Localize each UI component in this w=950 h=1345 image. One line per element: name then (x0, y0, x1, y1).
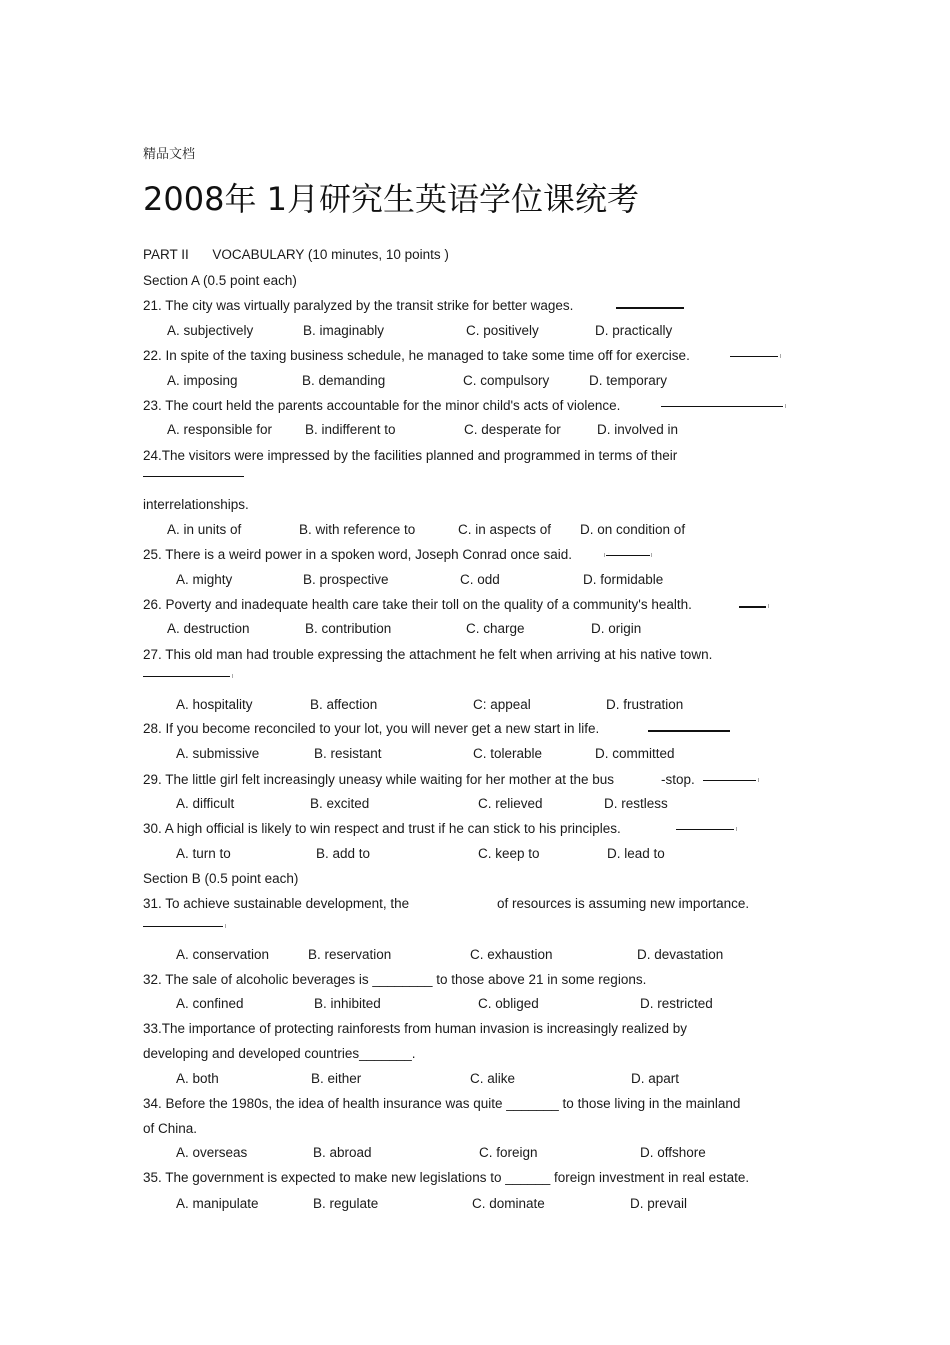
option-31-d: D. devastation (637, 947, 724, 962)
option-33-d: D. apart (631, 1071, 680, 1086)
blank-tick-31 (225, 924, 226, 928)
option-33-c: C. alike (470, 1071, 516, 1086)
question-23: 23. The court held the parents accountable for the minor child's acts of violence. (143, 398, 621, 413)
option-22-a: A. imposing (167, 373, 238, 388)
question-34: 34. Before the 1980s, the idea of health insurance was quite _______ to those living in the mainland (143, 1096, 741, 1111)
option-34-d: D. offshore (640, 1145, 706, 1160)
option-29-d: D. restless (604, 796, 668, 811)
option-32-a: A. confined (176, 996, 244, 1011)
answer-blank-27 (143, 676, 230, 677)
part-label: PART II (143, 247, 189, 262)
blank-tick-25-right (651, 553, 652, 557)
option-23-b: B. indifferent to (305, 422, 396, 437)
option-26-a: A. destruction (167, 621, 250, 636)
option-35-a: A. manipulate (176, 1196, 259, 1211)
option-34-c: C. foreign (479, 1145, 538, 1160)
option-28-b: B. resistant (314, 746, 382, 761)
question-31: 31. To achieve sustainable development, the (143, 896, 410, 911)
option-30-d: D. lead to (607, 846, 665, 861)
option-24-c: C. in aspects of (458, 522, 552, 537)
option-29-b: B. excited (310, 796, 370, 811)
option-21-a: A. subjectively (167, 323, 254, 338)
option-25-c: C. odd (460, 572, 500, 587)
option-33-a: A. both (176, 1071, 219, 1086)
answer-blank-23 (661, 406, 783, 407)
question-24: 24.The visitors were impressed by the facilities planned and programmed in terms of their (143, 448, 678, 463)
option-21-d: D. practically (595, 323, 673, 338)
option-32-b: B. inhibited (314, 996, 381, 1011)
option-25-a: A. mighty (176, 572, 233, 587)
option-28-c: C. tolerable (473, 746, 543, 761)
blank-tick-26 (768, 604, 769, 608)
option-21-c: C. positively (466, 323, 539, 338)
blank-tick-25-left (604, 553, 605, 557)
option-22-b: B. demanding (302, 373, 386, 388)
blank-tick-23 (785, 404, 786, 408)
option-26-c: C. charge (466, 621, 525, 636)
option-22-d: D. temporary (589, 373, 668, 388)
question-31-tail: of resources is assuming new importance. (497, 896, 750, 911)
option-35-d: D. prevail (630, 1196, 688, 1211)
option-21-b: B. imaginably (303, 323, 385, 338)
question-33: 33.The importance of protecting rainforests from human invasion is increasingly realized by (143, 1021, 688, 1036)
option-23-c: C. desperate for (464, 422, 561, 437)
option-27-d: D. frustration (606, 697, 684, 712)
option-23-a: A. responsible for (167, 422, 273, 437)
option-35-b: B. regulate (313, 1196, 379, 1211)
option-27-a: A. hospitality (176, 697, 253, 712)
question-27: 27. This old man had trouble expressing the attachment he felt when arriving at his native town. (143, 647, 713, 662)
option-25-d: D. formidable (583, 572, 664, 587)
question-26: 26. Poverty and inadequate health care take their toll on the quality of a community's health. (143, 597, 692, 612)
option-27-b: B. affection (310, 697, 378, 712)
option-25-b: B. prospective (303, 572, 389, 587)
question-30: 30. A high official is likely to win respect and trust if he can stick to his principles. (143, 821, 621, 836)
option-30-c: C. keep to (478, 846, 540, 861)
question-34-continued: of China. (143, 1121, 198, 1136)
option-24-a: A. in units of (167, 522, 242, 537)
option-32-d: D. restricted (640, 996, 713, 1011)
section-a-heading: Section A (0.5 point each) (143, 273, 297, 288)
option-31-c: C. exhaustion (470, 947, 553, 962)
answer-blank-30 (676, 829, 734, 830)
answer-blank-31 (143, 926, 223, 927)
option-24-b: B. with reference to (299, 522, 416, 537)
option-24-d: D. on condition of (580, 522, 686, 537)
option-30-b: B. add to (316, 846, 371, 861)
option-26-b: B. contribution (305, 621, 392, 636)
option-31-b: B. reservation (308, 947, 392, 962)
option-23-d: D. involved in (597, 422, 679, 437)
option-28-d: D. committed (595, 746, 675, 761)
option-31-a: A. conservation (176, 947, 270, 962)
question-24-continued: interrelationships. (143, 497, 249, 512)
option-26-d: D. origin (591, 621, 642, 636)
answer-blank-26 (739, 606, 766, 608)
blank-tick-30 (736, 827, 737, 831)
blank-tick-29 (758, 778, 759, 782)
option-35-c: C. dominate (472, 1196, 545, 1211)
option-33-b: B. either (311, 1071, 362, 1086)
question-33-continued: developing and developed countries_______. (143, 1046, 416, 1061)
answer-blank-24 (143, 476, 244, 477)
answer-blank-25 (606, 555, 650, 556)
option-34-a: A. overseas (176, 1145, 248, 1160)
question-32: 32. The sale of alcoholic beverages is ________ to those above 21 in some regions. (143, 972, 647, 987)
answer-blank-28 (648, 730, 730, 732)
question-22: 22. In spite of the taxing business schedule, he managed to take some time off for exercise. (143, 348, 690, 363)
option-28-a: A. submissive (176, 746, 260, 761)
watermark: 精品文档 (143, 147, 196, 162)
answer-blank-21 (616, 307, 684, 309)
option-22-c: C. compulsory (463, 373, 550, 388)
question-29: 29. The little girl felt increasingly uneasy while waiting for her mother at the bus (143, 772, 614, 787)
blank-tick-22 (780, 354, 781, 358)
option-27-c: C: appeal (473, 697, 531, 712)
question-25: 25. There is a weird power in a spoken word, Joseph Conrad once said. (143, 547, 572, 562)
question-29-tail: -stop. (661, 772, 695, 787)
section-b-heading: Section B (0.5 point each) (143, 871, 299, 886)
answer-blank-22 (730, 356, 778, 357)
question-28: 28. If you become reconciled to your lot, you will never get a new start in life. (143, 721, 600, 736)
part-heading (143, 247, 449, 263)
option-34-b: B. abroad (313, 1145, 372, 1160)
option-29-a: A. difficult (176, 796, 235, 811)
question-35: 35. The government is expected to make new legislations to ______ foreign investment in real estate. (143, 1170, 750, 1185)
answer-blank-29 (703, 780, 756, 781)
option-30-a: A. turn to (176, 846, 231, 861)
blank-tick-27 (232, 674, 233, 678)
option-29-c: C. relieved (478, 796, 543, 811)
question-21: 21. The city was virtually paralyzed by the transit strike for better wages. (143, 298, 574, 313)
part-name: VOCABULARY (10 minutes, 10 points ) (212, 247, 449, 262)
option-32-c: C. obliged (478, 996, 539, 1011)
page-title: 2008年 1月研究生英语学位课统考 (143, 180, 639, 218)
